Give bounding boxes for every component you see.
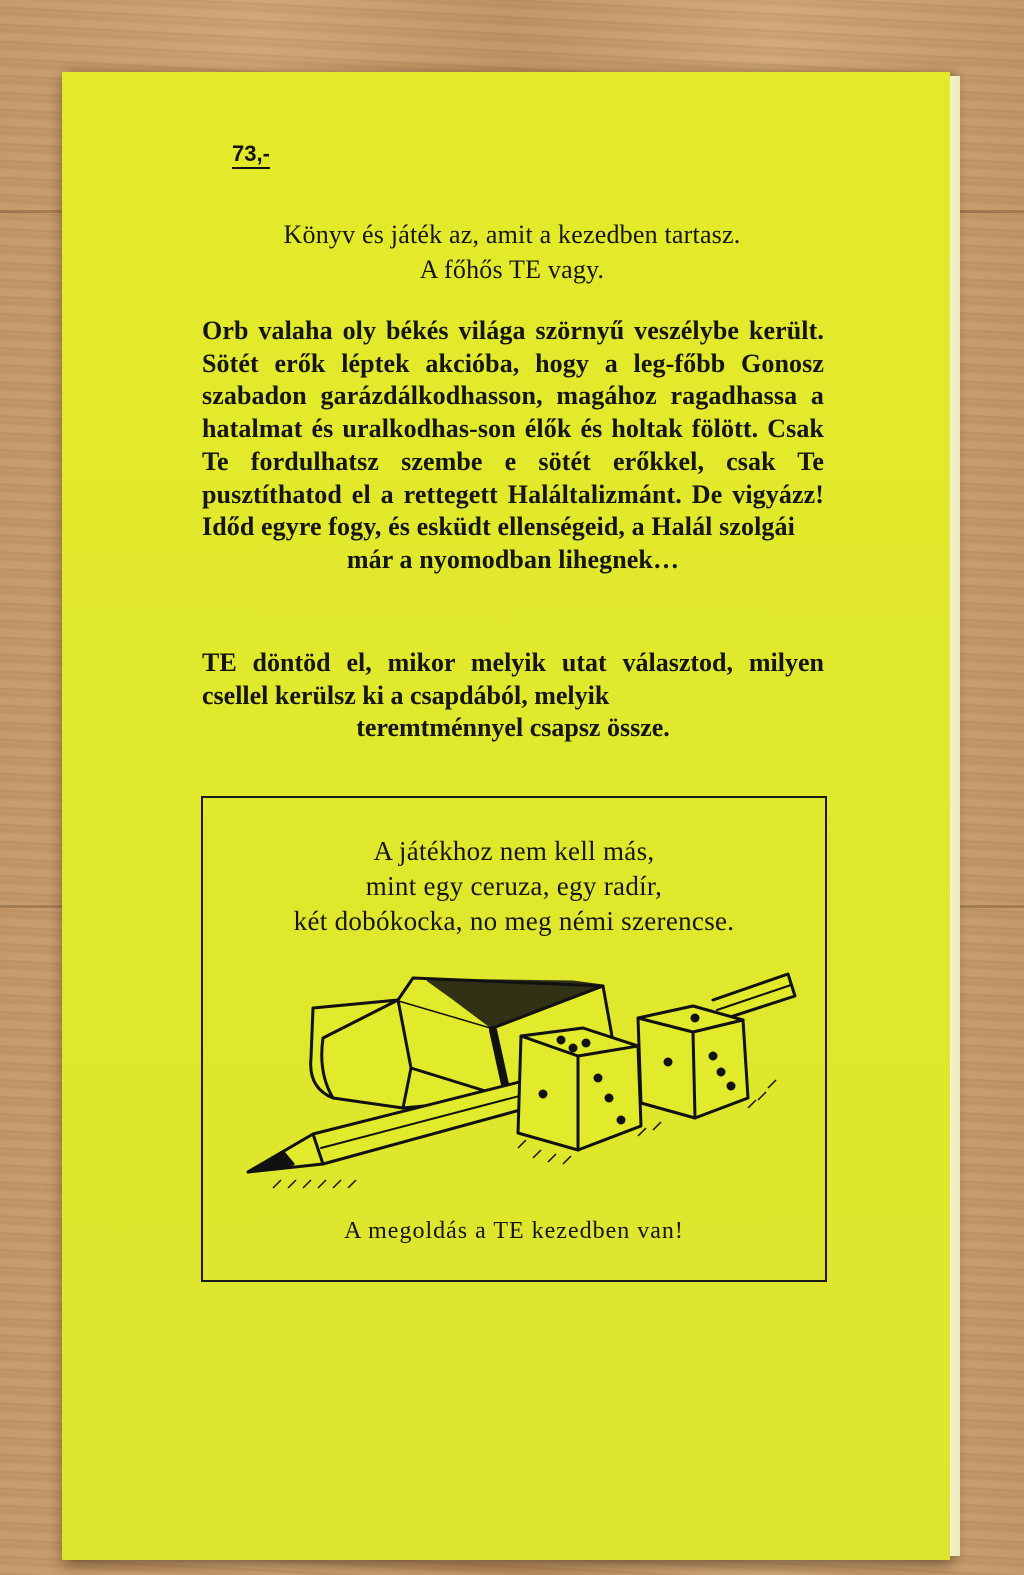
requirements-line: mint egy ceruza, egy radír, (365, 871, 663, 901)
choices-text: TE döntöd el, mikor melyik utat választod, milyen csellel kerülsz ki a csapdából, melyik (202, 648, 824, 710)
die-pip (569, 1044, 578, 1053)
die-pip (557, 1036, 566, 1045)
requirements-box (201, 796, 827, 1282)
box-footer-text: A megoldás a TE kezedben van! (344, 1218, 684, 1244)
hatch-shading (273, 1180, 356, 1188)
intro-line: A főhős TE vagy. (419, 255, 605, 284)
die-pip (617, 1116, 626, 1125)
die-pip (605, 1094, 614, 1103)
die-pip (727, 1082, 736, 1091)
die-pip (709, 1052, 718, 1061)
die-icon (638, 1006, 748, 1118)
die-pip (691, 1014, 700, 1023)
eraser-pencil-dice-illustration (243, 958, 803, 1198)
choices-last-line: teremtménnyel csapsz össze. (356, 713, 670, 743)
book-back-cover (62, 72, 950, 1560)
die-icon (518, 1028, 641, 1150)
hatch-shading (748, 1080, 776, 1108)
requirements-text (203, 834, 825, 939)
intro-text (162, 217, 862, 287)
die-pip (539, 1090, 548, 1099)
story-last-line: már a nyomodban lihegnek… (346, 544, 680, 574)
die-pip (717, 1068, 726, 1077)
price-label: 73,- (232, 142, 270, 169)
die-pip (664, 1058, 673, 1067)
intro-line: Könyv és játék az, amit a kezedben tartasz. (283, 220, 741, 249)
story-paragraph (202, 315, 824, 577)
die-pip (582, 1039, 591, 1048)
choices-paragraph (202, 647, 824, 745)
story-text: Orb valaha oly békés világa szörnyű veszélybe került. Sötét erők léptek akcióba, hogy a leg-főbb Gonosz szabadon garázdálkodhasson, magához ragadhassa a hatalmat és uralkodhas-son élők és holtak fölött. Csak Te fordulhatsz szembe e sötét erőkkel, csak Te pusztíthatod el a rettegett Haláltalizmánt. De vigyázz! Időd egyre fogy, és esküdt ellenségeid, a Halál szolgái (202, 316, 824, 542)
requirements-line: A játékhoz nem kell más, (373, 836, 655, 866)
book-page-edge (950, 76, 960, 1556)
die-pip (594, 1074, 603, 1083)
requirements-line: két dobókocka, no meg némi szerencse. (293, 906, 735, 936)
